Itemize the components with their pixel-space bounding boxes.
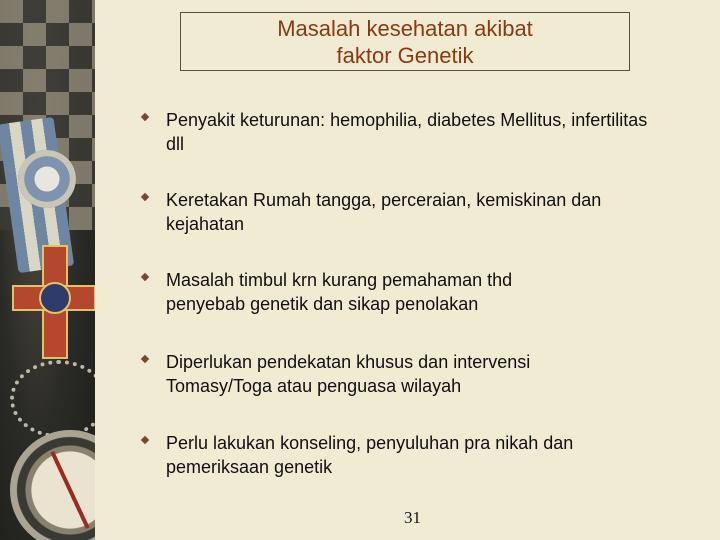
diamond-bullet-icon — [140, 188, 166, 236]
bullet-text: Keretakan Rumah tangga, perceraian, kemiskinan dan kejahatan — [166, 190, 602, 234]
bullet-text: Masalah timbul krn kurang pemahaman thd penyebab genetik dan sikap penolakan — [166, 270, 513, 314]
bullet-item — [140, 350, 700, 398]
chain-decoration — [10, 360, 95, 438]
bullet-item — [140, 431, 700, 479]
maltese-cross-medal-icon — [12, 245, 92, 355]
title-box — [180, 12, 630, 71]
bullet-item — [140, 108, 700, 156]
page-number: 31 — [404, 508, 421, 527]
bullet-text: Perlu lakukan konseling, penyuluhan pra nikah dan pemeriksaan genetik — [166, 433, 574, 477]
bullet-item — [140, 268, 700, 316]
medal-rosette-icon — [18, 150, 76, 208]
diamond-bullet-icon — [140, 268, 166, 316]
decorative-photo-strip — [0, 0, 95, 540]
diamond-bullet-icon — [140, 108, 166, 156]
diamond-bullet-icon — [140, 350, 166, 398]
bullet-item — [140, 188, 700, 236]
bullet-text: Diperlukan pendekatan khusus dan intervensi Tomasy/Toga atau penguasa wilayah — [166, 352, 531, 396]
slide-title: Masalah kesehatan akibat faktor Genetik — [277, 15, 533, 68]
bullet-text: Penyakit keturunan: hemophilia, diabetes Mellitus, infertilitas dll — [166, 110, 648, 154]
compass-icon — [10, 430, 95, 540]
diamond-bullet-icon — [140, 431, 166, 479]
